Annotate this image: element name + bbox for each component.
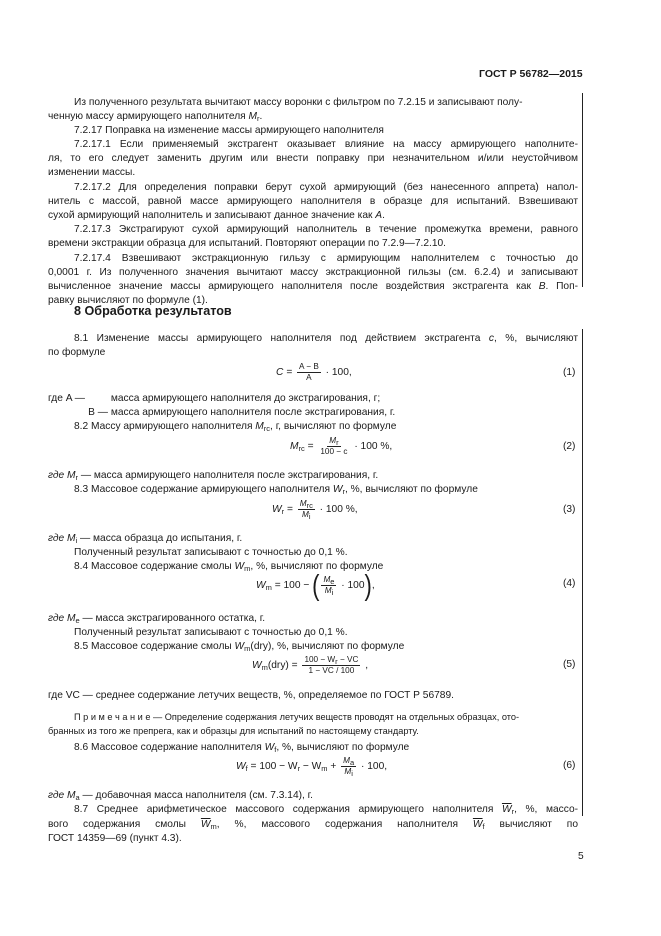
paragraph-line: Из полученного результата вычитают массу воронки с фильтром по 7.2.15 и записывают полу-: [74, 97, 523, 108]
equation-number: (6): [563, 760, 576, 771]
formula-6: $W_f = 100 - W_r - W_m$ + $\frac{M_a}{M_i}$ · 100,: [236, 756, 388, 778]
paragraph-line: 8.2 Массу армирующего наполнителя $M_{rc}$, г, вычисляют по формуле: [74, 421, 397, 433]
paragraph-line: 8.1 Изменение массы армирующего наполнителя под действием экстрагента c, %, вычисляют: [74, 333, 578, 344]
paragraph-line: 7.2.17.4 Взвешивают экстракционную гильзу с армирующим наполнителем с точностью до: [74, 253, 578, 264]
paragraph-line: 0,0001 г. Из полученного значения вычитают массу экстракционной гильзы (см. 6.2.4) и записывают: [48, 267, 578, 278]
paragraph-line: 7.2.17.1 Если применяемый экстрагент оказывает влияние на массу армирующего наполните-: [74, 139, 578, 150]
equation-number: (1): [563, 367, 576, 378]
paragraph-line: 8.4 Массовое содержание смолы $W_m$, %, вычисляют по формуле: [74, 561, 384, 573]
formula-3: $W_r$ = $\frac{M_{rc}}{M_i}$ · 100 %,: [272, 499, 358, 521]
paragraph-line: ГОСТ 14359—69 (пункт 4.3).: [48, 833, 182, 844]
page-number: 5: [578, 851, 584, 862]
standard-header: ГОСТ Р 56782—2015: [479, 68, 583, 80]
note: бранных из того же препрега, как и образцы для испытаний по настоящему стандарту.: [48, 726, 419, 736]
definition-line: где $M_i$ — масса образца до испытания, г.: [48, 533, 243, 545]
paragraph-line: изменении массы.: [48, 167, 136, 178]
section-heading: 8 Обработка результатов: [74, 304, 232, 318]
paragraph-line: Полученный результат записывают с точностью до 0,1 %.: [74, 547, 348, 558]
paragraph-line: ченную массу армирующего наполнителя $M_r$.: [48, 111, 263, 123]
formula-5: $W_m(dry)$ = $\frac{100 - W_r - VC}{1 - VC / 100}$ ,: [252, 655, 369, 675]
paragraph-line: времени экстракции образца для испытаний. Повторяют операции по 7.2.9—7.2.10.: [48, 238, 447, 249]
definition-line: где VC — среднее содержание летучих веществ, %, определяемое по ГОСТ Р 56789.: [48, 690, 454, 701]
paragraph-line: ля, то его следует заменить другим или внести поправку при незначительном и/или неустойчивом: [48, 153, 578, 164]
equation-number: (5): [563, 659, 576, 670]
paragraph-line: Полученный результат записывают с точностью до 0,1 %.: [74, 627, 348, 638]
paragraph-line: 8.5 Массовое содержание смолы $W_m(dry)$, %, вычисляют по формуле: [74, 641, 405, 653]
paragraph-line: 7.2.17.2 Для определения поправки берут сухой армирующий (без нанесенного аппрета) напол-: [74, 182, 578, 193]
paragraph-line: вычисленное значение массы армирующего наполнителя после воздействия экстрагента как B. Поп-: [48, 281, 578, 292]
formula-2: $M_{rc}$ = $\frac{M_r}{100 - c}$ · 100 %,: [290, 436, 393, 456]
definition-line: где $M_r$ — масса армирующего наполнителя после экстрагирования, г.: [48, 470, 379, 482]
note: П р и м е ч а н и е — Определение содержания летучих веществ проводят на отдельных образцах, ото-: [74, 712, 520, 722]
formula-1: C = $\frac{A - B}{A}$ · 100,: [276, 362, 352, 382]
equation-number: (2): [563, 441, 576, 452]
definition-line: B — масса армирующего наполнителя после экстрагирования, г.: [88, 407, 396, 418]
definition-line: где $M_a$ — добавочная масса наполнителя (см. 7.3.14), г.: [48, 790, 313, 802]
equation-number: (4): [563, 578, 576, 589]
paragraph-line: равку вычисляют по формуле (1).: [48, 295, 208, 306]
formula-4: $W_m = 100$ − ( $\frac{M_e}{M_i}$ · 100),: [256, 568, 375, 602]
paragraph-line: 7.2.17.3 Экстрагируют сухой армирующий наполнитель в течение промежутка времени, равного: [74, 224, 578, 235]
paragraph-line: по формуле: [48, 347, 106, 358]
paragraph-line: вого содержания смолы $\overline{W}_m$, %, массового содержания наполнителя $\overline{W}_f$ вычисляют по: [48, 819, 578, 831]
paragraph-line: нитель с массой, равной массе армирующего наполнителя в образце для испытаний. Взвешивают: [48, 196, 578, 207]
equation-number: (3): [563, 504, 576, 515]
paragraph-line: 8.7 Среднее арифметическое массового содержания армирующего наполнителя $\overline{W}_r$, %, массо-: [74, 804, 578, 816]
definition-line: где A — масса армирующего наполнителя до экстрагирования, г;: [48, 393, 381, 404]
paragraph-line: сухой армирующий наполнитель и записывают данное значение как A.: [48, 210, 385, 221]
paragraph-line: 8.3 Массовое содержание армирующего наполнителя $W_r$, %, вычисляют по формуле: [74, 484, 478, 496]
paragraph-line: 8.6 Массовое содержание наполнителя $W_f$, %, вычисляют по формуле: [74, 742, 410, 754]
clause-heading: 7.2.17 Поправка на изменение массы армирующего наполнителя: [74, 125, 384, 136]
definition-line: где $M_e$ — масса экстрагированного остатка, г.: [48, 613, 266, 625]
revision-bar: [582, 329, 583, 816]
revision-bar: [582, 93, 583, 287]
